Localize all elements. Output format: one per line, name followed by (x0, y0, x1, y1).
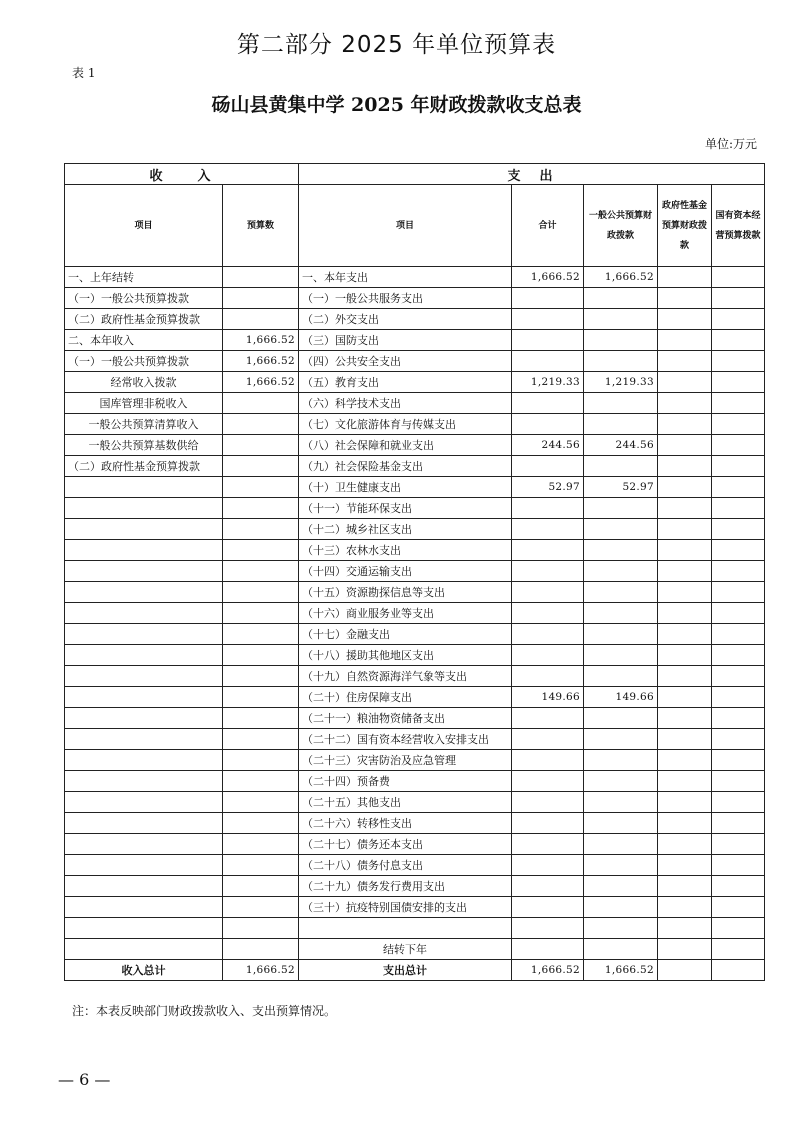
general-budget-cell (584, 414, 658, 435)
general-budget-cell (584, 834, 658, 855)
table-row (65, 897, 765, 918)
income-amount-cell (223, 288, 299, 309)
soe-budget-cell (712, 666, 765, 687)
expense-total-cell (512, 624, 584, 645)
soe-budget-cell (712, 876, 765, 897)
income-amount-cell (223, 939, 299, 960)
table-body (65, 267, 765, 960)
col-general-budget: 一般公共预算财政拨款 (584, 185, 658, 267)
general-budget-cell (584, 498, 658, 519)
table-row (65, 456, 765, 477)
income-amount-cell (223, 414, 299, 435)
income-item-cell (65, 855, 223, 876)
soe-budget-cell (712, 351, 765, 372)
soe-budget-cell (712, 582, 765, 603)
part-title: 第二部分 2025 年单位预算表 (236, 32, 557, 58)
income-amount-cell (223, 540, 299, 561)
expense-total-amount: 1,666.52 (512, 960, 584, 981)
expense-total-cell: 1,666.52 (512, 267, 584, 288)
expense-total-cell (512, 771, 584, 792)
soe-budget-cell (712, 750, 765, 771)
expense-item-cell: （二十一）粮油物资储备支出 (299, 708, 512, 729)
table-row (65, 876, 765, 897)
expense-total-cell (512, 918, 584, 939)
fund-budget-cell (658, 666, 712, 687)
general-budget-cell (584, 561, 658, 582)
col-expense-total: 合计 (512, 185, 584, 267)
fund-budget-cell (658, 414, 712, 435)
income-amount-cell (223, 834, 299, 855)
expense-total-cell (512, 834, 584, 855)
expense-total-cell (512, 330, 584, 351)
soe-budget-cell (712, 267, 765, 288)
table-title: 砀山县黄集中学 2025 年财政拨款收支总表 (211, 94, 582, 116)
general-budget-cell: 52.97 (584, 477, 658, 498)
general-budget-cell (584, 939, 658, 960)
budget-table (64, 163, 765, 981)
expense-total-cell: 1,219.33 (512, 372, 584, 393)
expense-item-cell: （十一）节能环保支出 (299, 498, 512, 519)
income-item-cell (65, 708, 223, 729)
income-item-cell (65, 834, 223, 855)
col-expense-item: 项目 (299, 185, 512, 267)
income-item-cell: 一、上年结转 (65, 267, 223, 288)
income-item-cell (65, 918, 223, 939)
soe-budget-cell (712, 918, 765, 939)
soe-budget-cell (712, 477, 765, 498)
income-item-cell (65, 813, 223, 834)
table-row (65, 813, 765, 834)
income-amount-cell: 1,666.52 (223, 330, 299, 351)
fund-budget-cell (658, 834, 712, 855)
general-budget-cell (584, 750, 658, 771)
general-budget-cell (584, 330, 658, 351)
table-row (65, 477, 765, 498)
expense-item-cell: （二十三）灾害防治及应急管理 (299, 750, 512, 771)
general-budget-cell (584, 855, 658, 876)
table-row (65, 435, 765, 456)
expense-item-cell: （十九）自然资源海洋气象等支出 (299, 666, 512, 687)
expense-item-cell: （八）社会保障和就业支出 (299, 435, 512, 456)
fund-budget-cell (658, 792, 712, 813)
soe-budget-cell (712, 498, 765, 519)
income-item-cell: 国库管理非税收入 (65, 393, 223, 414)
fund-budget-cell (658, 897, 712, 918)
expense-item-cell: （三十）抗疫特别国债安排的支出 (299, 897, 512, 918)
table-row (65, 309, 765, 330)
income-item-cell (65, 687, 223, 708)
income-item-cell: 二、本年收入 (65, 330, 223, 351)
fund-budget-cell (658, 519, 712, 540)
income-total-amount: 1,666.52 (223, 960, 299, 981)
table-row (65, 519, 765, 540)
general-budget-cell: 244.56 (584, 435, 658, 456)
income-item-cell (65, 939, 223, 960)
income-item-cell (65, 624, 223, 645)
fund-budget-cell (658, 330, 712, 351)
expense-item-cell: （十四）交通运输支出 (299, 561, 512, 582)
income-amount-cell (223, 309, 299, 330)
expense-item-cell: （二十四）预备费 (299, 771, 512, 792)
expense-total-cell (512, 393, 584, 414)
income-amount-cell (223, 750, 299, 771)
soe-budget-cell (712, 540, 765, 561)
general-budget-cell (584, 582, 658, 603)
income-item-cell: 经常收入拨款 (65, 372, 223, 393)
income-item-cell: 一般公共预算基数供给 (65, 435, 223, 456)
fund-budget-cell (658, 708, 712, 729)
income-item-cell (65, 561, 223, 582)
fund-budget-cell (658, 582, 712, 603)
expense-total-cell (512, 708, 584, 729)
table-row (65, 561, 765, 582)
expense-total-cell: 52.97 (512, 477, 584, 498)
expense-item-cell: （二十八）债务付息支出 (299, 855, 512, 876)
expense-item-cell: （二十二）国有资本经营收入安排支出 (299, 729, 512, 750)
expense-item-cell: （二十七）债务还本支出 (299, 834, 512, 855)
income-amount-cell (223, 645, 299, 666)
income-item-cell (65, 876, 223, 897)
income-item-cell (65, 729, 223, 750)
expense-total-cell (512, 792, 584, 813)
general-budget-cell (584, 603, 658, 624)
table-row (65, 771, 765, 792)
general-budget-cell (584, 897, 658, 918)
income-amount-cell (223, 666, 299, 687)
general-budget-cell (584, 309, 658, 330)
fund-budget-cell (658, 456, 712, 477)
expense-total-cell (512, 645, 584, 666)
income-item-cell: （一）一般公共预算拨款 (65, 351, 223, 372)
fund-budget-cell (658, 372, 712, 393)
fund-budget-cell (658, 393, 712, 414)
fund-budget-cell (658, 624, 712, 645)
general-budget-cell (584, 918, 658, 939)
expense-soe-amount (712, 960, 765, 981)
general-budget-cell: 1,219.33 (584, 372, 658, 393)
income-amount-cell (223, 813, 299, 834)
table-row (65, 855, 765, 876)
income-item-cell (65, 897, 223, 918)
income-item-cell: （二）政府性基金预算拨款 (65, 456, 223, 477)
col-income-item: 项目 (65, 185, 223, 267)
expense-fund-amount (658, 960, 712, 981)
general-budget-cell (584, 771, 658, 792)
income-item-cell (65, 603, 223, 624)
expense-total-cell (512, 456, 584, 477)
soe-budget-cell (712, 792, 765, 813)
unit-label: 单位:万元 (704, 137, 757, 151)
expense-item-cell: （十二）城乡社区支出 (299, 519, 512, 540)
table-row (65, 351, 765, 372)
table-row (65, 603, 765, 624)
fund-budget-cell (658, 918, 712, 939)
soe-budget-cell (712, 519, 765, 540)
expense-total-cell (512, 729, 584, 750)
fund-budget-cell (658, 288, 712, 309)
expense-item-cell: （十八）援助其他地区支出 (299, 645, 512, 666)
fund-budget-cell (658, 498, 712, 519)
expense-item-cell: （十六）商业服务业等支出 (299, 603, 512, 624)
fund-budget-cell (658, 771, 712, 792)
fund-budget-cell (658, 729, 712, 750)
income-amount-cell (223, 855, 299, 876)
general-budget-cell (584, 729, 658, 750)
general-budget-cell (584, 393, 658, 414)
income-amount-cell (223, 561, 299, 582)
col-income-budget: 预算数 (223, 185, 299, 267)
expense-item-cell: （五）教育支出 (299, 372, 512, 393)
expense-item-cell: （四）公共安全支出 (299, 351, 512, 372)
income-total-label: 收入总计 (65, 960, 223, 981)
income-item-cell (65, 645, 223, 666)
table-row (65, 645, 765, 666)
soe-budget-cell (712, 855, 765, 876)
income-item-cell (65, 750, 223, 771)
income-item-cell (65, 477, 223, 498)
soe-budget-cell (712, 561, 765, 582)
table-row (65, 393, 765, 414)
expense-item-cell (299, 918, 512, 939)
income-amount-cell: 1,666.52 (223, 351, 299, 372)
income-amount-cell (223, 792, 299, 813)
expense-total-cell: 244.56 (512, 435, 584, 456)
soe-budget-cell (712, 939, 765, 960)
soe-budget-cell (712, 813, 765, 834)
table-row (65, 540, 765, 561)
fund-budget-cell (658, 855, 712, 876)
general-budget-cell (584, 351, 658, 372)
expense-item-cell: 一、本年支出 (299, 267, 512, 288)
expense-item-cell: （七）文化旅游体育与传媒支出 (299, 414, 512, 435)
table-number: 表 1 (72, 66, 96, 80)
general-budget-cell (584, 519, 658, 540)
soe-budget-cell (712, 393, 765, 414)
expense-item-cell: （二十五）其他支出 (299, 792, 512, 813)
expense-total-cell (512, 603, 584, 624)
expense-total-cell (512, 939, 584, 960)
income-amount-cell (223, 393, 299, 414)
income-amount-cell (223, 498, 299, 519)
fund-budget-cell (658, 645, 712, 666)
income-amount-cell (223, 771, 299, 792)
expense-total-cell (512, 876, 584, 897)
income-amount-cell (223, 687, 299, 708)
income-item-cell (65, 771, 223, 792)
fund-budget-cell (658, 435, 712, 456)
income-amount-cell (223, 477, 299, 498)
expense-total-cell (512, 498, 584, 519)
expense-item-cell: （一）一般公共服务支出 (299, 288, 512, 309)
soe-budget-cell (712, 456, 765, 477)
soe-budget-cell (712, 834, 765, 855)
fund-budget-cell (658, 813, 712, 834)
fund-budget-cell (658, 876, 712, 897)
general-budget-cell (584, 645, 658, 666)
table-row (65, 729, 765, 750)
general-budget-cell (584, 540, 658, 561)
income-item-cell (65, 582, 223, 603)
general-budget-cell (584, 792, 658, 813)
footnote: 注：本表反映部门财政拨款收入、支出预算情况。 (72, 1004, 337, 1018)
expense-total-cell (512, 540, 584, 561)
fund-budget-cell (658, 309, 712, 330)
general-budget-cell (584, 624, 658, 645)
table-row (65, 624, 765, 645)
table-row (65, 939, 765, 960)
fund-budget-cell (658, 477, 712, 498)
soe-budget-cell (712, 687, 765, 708)
soe-budget-cell (712, 288, 765, 309)
expense-item-cell: （二十六）转移性支出 (299, 813, 512, 834)
fund-budget-cell (658, 540, 712, 561)
soe-budget-cell (712, 603, 765, 624)
soe-budget-cell (712, 309, 765, 330)
soe-budget-cell (712, 330, 765, 351)
general-budget-cell (584, 876, 658, 897)
expense-item-cell: （二十九）债务发行费用支出 (299, 876, 512, 897)
soe-budget-cell (712, 372, 765, 393)
income-amount-cell (223, 603, 299, 624)
table-row (65, 918, 765, 939)
income-amount-cell: 1,666.52 (223, 372, 299, 393)
expense-item-cell: （三）国防支出 (299, 330, 512, 351)
expense-total-cell: 149.66 (512, 687, 584, 708)
income-amount-cell (223, 267, 299, 288)
table-row (65, 372, 765, 393)
table-row (65, 666, 765, 687)
income-item-cell: 一般公共预算清算收入 (65, 414, 223, 435)
income-header: 收 入 (65, 164, 299, 185)
income-amount-cell (223, 519, 299, 540)
soe-budget-cell (712, 414, 765, 435)
income-amount-cell (223, 624, 299, 645)
page-number: — 6 — (58, 1070, 111, 1089)
income-item-cell (65, 666, 223, 687)
expense-item-cell: （十五）资源勘探信息等支出 (299, 582, 512, 603)
soe-budget-cell (712, 624, 765, 645)
general-budget-cell: 1,666.52 (584, 267, 658, 288)
table-row (65, 708, 765, 729)
table-row (65, 582, 765, 603)
expense-item-cell: （九）社会保险基金支出 (299, 456, 512, 477)
expense-header: 支 出 (299, 164, 765, 185)
table-row (65, 792, 765, 813)
expense-general-amount: 1,666.52 (584, 960, 658, 981)
soe-budget-cell (712, 729, 765, 750)
expense-total-cell (512, 666, 584, 687)
expense-item-cell: （十七）金融支出 (299, 624, 512, 645)
income-item-cell (65, 792, 223, 813)
income-item-cell (65, 540, 223, 561)
general-budget-cell (584, 708, 658, 729)
table-row (65, 414, 765, 435)
table-row (65, 834, 765, 855)
income-item-cell: （二）政府性基金预算拨款 (65, 309, 223, 330)
expense-total-cell (512, 351, 584, 372)
general-budget-cell (584, 288, 658, 309)
expense-total-cell (512, 855, 584, 876)
col-soe-budget: 国有资本经营预算拨款 (712, 185, 765, 267)
income-item-cell (65, 519, 223, 540)
expense-item-cell: 结转下年 (299, 939, 512, 960)
income-amount-cell (223, 918, 299, 939)
table-row (65, 330, 765, 351)
soe-budget-cell (712, 645, 765, 666)
expense-total-cell (512, 519, 584, 540)
table-row (65, 498, 765, 519)
expense-total-cell (512, 582, 584, 603)
total-row (65, 960, 765, 981)
expense-item-cell: （十三）农林水支出 (299, 540, 512, 561)
income-amount-cell (223, 708, 299, 729)
income-amount-cell (223, 435, 299, 456)
general-budget-cell (584, 666, 658, 687)
table-row (65, 750, 765, 771)
general-budget-cell (584, 456, 658, 477)
col-fund-budget: 政府性基金预算财政拨款 (658, 185, 712, 267)
expense-item-cell: （六）科学技术支出 (299, 393, 512, 414)
income-amount-cell (223, 582, 299, 603)
income-amount-cell (223, 897, 299, 918)
expense-total-cell (512, 897, 584, 918)
expense-total-cell (512, 813, 584, 834)
expense-total-cell (512, 750, 584, 771)
expense-item-cell: （二）外交支出 (299, 309, 512, 330)
income-amount-cell (223, 876, 299, 897)
fund-budget-cell (658, 750, 712, 771)
table-row (65, 687, 765, 708)
general-budget-cell (584, 813, 658, 834)
income-item-cell (65, 498, 223, 519)
income-amount-cell (223, 729, 299, 750)
fund-budget-cell (658, 351, 712, 372)
table-row (65, 267, 765, 288)
expense-total-cell (512, 414, 584, 435)
expense-item-cell: （二十）住房保障支出 (299, 687, 512, 708)
fund-budget-cell (658, 687, 712, 708)
soe-budget-cell (712, 897, 765, 918)
expense-item-cell: （十）卫生健康支出 (299, 477, 512, 498)
expense-total-cell (512, 288, 584, 309)
fund-budget-cell (658, 267, 712, 288)
fund-budget-cell (658, 603, 712, 624)
fund-budget-cell (658, 939, 712, 960)
expense-total-cell (512, 561, 584, 582)
fund-budget-cell (658, 561, 712, 582)
expense-total-cell (512, 309, 584, 330)
expense-total-label: 支出总计 (299, 960, 512, 981)
soe-budget-cell (712, 708, 765, 729)
table-row (65, 288, 765, 309)
income-amount-cell (223, 456, 299, 477)
soe-budget-cell (712, 771, 765, 792)
soe-budget-cell (712, 435, 765, 456)
income-item-cell: （一）一般公共预算拨款 (65, 288, 223, 309)
general-budget-cell: 149.66 (584, 687, 658, 708)
